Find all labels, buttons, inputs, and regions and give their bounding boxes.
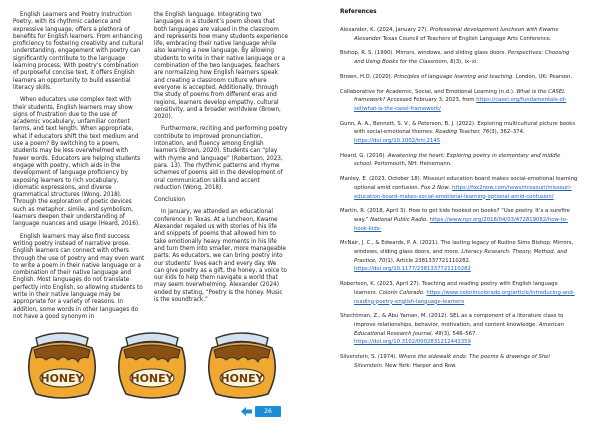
- reference-text: Martin, R. (2018, April 3). How to get kids hooked on books? “Use poetry. It’s a surefire way.”: [340, 208, 571, 223]
- previous-page-arrow-icon[interactable]: [240, 406, 253, 417]
- reference-text: Brown, H.D. (2020).: [340, 73, 394, 80]
- reference-entry: [340, 88, 580, 114]
- reference-entry: [340, 73, 580, 82]
- honey-label: HONEY: [220, 372, 264, 385]
- reference-source-title: National Public Radio: [370, 216, 427, 223]
- page-number-26[interactable]: 26: [255, 406, 281, 417]
- reference-text: (3), 546–567.: [441, 330, 478, 337]
- reference-text: Manley, E. (2023, October 18). Missouri education board makes social-emotional learning optional amid confusion.: [340, 176, 578, 191]
- reference-text: .: [423, 289, 427, 296]
- reference-entry: [340, 353, 580, 370]
- reference-text: Alexander, K. (2024, January 27).: [340, 27, 430, 33]
- honey-label: HONEY: [40, 372, 84, 385]
- reference-text: McNair, J. C., & Edwards, P. A. (2021). The lasting legacy of Rudine Sims Bishop: Mirrors, windows, sliding glass doors, and more.: [340, 240, 574, 256]
- reference-text: (3), 362–374.: [489, 129, 525, 136]
- honey-pot-image: [112, 322, 192, 402]
- reference-link[interactable]: https://casel.org/fundamentals-of-sel/what-is-the-casel-framework/: [354, 97, 567, 112]
- reference-source-title: Colorín Colorado: [378, 289, 424, 296]
- reference-entry: [340, 239, 580, 274]
- reference-source-title: Fox 2 Now: [421, 184, 449, 191]
- paragraph: In January, we attended an educational conference in Texas. At a luncheon, Kwame Alexander regaled us with stories of his life and snippets of poems that allowed him to take emotionally heavy moments in his life and turn them into smaller, more manageable parts. As educators, we can bring poetry into our students’ lives each and every day. We can give poetry as a gift, the honey, a voice to our kids to help them navigate a world that may seem overwhelming. Alexander (2024) ended by stating, “Poetry is the honey. Music is the soundtrack.”: [154, 209, 287, 303]
- reference-source-title: Professional development luncheon with Kwame Alexander: [354, 27, 559, 42]
- reference-entry: [340, 175, 580, 201]
- reference-text: Gunn, A. A., Bennett, S. V., & Peterson, B. J. (2022). Exploring multicultural picture books with social-emotional themes.: [340, 120, 576, 136]
- paragraph: English learners may also find success writing poetry instead of narrative prose. English learners can connect with others through the use of poetry and may even want to write a poem in their native language or a combination of their native language and English. Most languages do not translate perfectly into English, so allowing students to write in their native language may be appropriate for a variety of reasons. In addition, some words in other languages do not have a good synonym in: [13, 233, 145, 320]
- reference-text: Texas Council of Teachers of English Language Arts Conference.: [380, 35, 552, 42]
- reference-link[interactable]: https://doi.org/10.1002/trtr.2145: [354, 138, 441, 145]
- reference-text: Shechtman, Z., & Abu Yaman, M. (2012). SEL as a component of a literature class to improve relationships, behavior, motivation, and content knowledge.: [340, 313, 564, 328]
- reference-text: (3), ix–xi.: [453, 59, 479, 66]
- paragraph: When educators use complex text with their students, English learners may show signs of frustration due to the use of academic vocabulary, unfamiliar content terms, and text length. When appropriate, what if educators shift the text medium and use a poem? By switching to a poem, students may be less overwhelmed with fewer words. Educators are helping students engage with poetry, which aids in the development of language proficiency by exposing learners to rich vocabulary, idiomatic expressions, and diverse grammatical structures (Wong, 2018). Through the exploration of poetic devices such as metaphor, simile, and symbolism, learners deepen their understanding of language nuances and usage (Heard, 2016).: [13, 97, 141, 228]
- reference-link[interactable]: https://www.colorincolorado.org/article/introducing-and-reading-poetry-english-language-learners: [354, 289, 575, 305]
- reference-source-title: What is the CASEL framework?: [354, 88, 566, 104]
- paragraph: the English language. Integrating two languages in a student’s poem shows that both languages are valued in the classroom and represents how many students experience life, embracing their native language while also learning a new language. By allowing students to write in their native language or a combination of the two languages, teachers are normalizing how English learners speak and creating a classroom culture where everyone is accepted. Additionally, through the study of poems from different eras and regions, learners develop empathy, cultural sensitivity, and a broader worldview (Brown, 2020).: [154, 12, 288, 121]
- section-heading-conclusion: Conclusion: [154, 197, 185, 204]
- reference-source-title: Awakening the heart: Exploring poetry in elementary and middle school: [354, 152, 561, 168]
- reference-source-title: Where the sidewalk ends: The poems & drawings of Shel Silverstein: [354, 354, 550, 369]
- reference-text: . London, UK: Pearson.: [512, 73, 573, 80]
- reference-entry: [340, 312, 580, 347]
- article-column-2: [154, 12, 288, 309]
- reference-entry: [340, 152, 580, 169]
- article-column-1: [13, 12, 145, 326]
- references-heading: References: [340, 9, 377, 15]
- reference-entry: [340, 207, 580, 233]
- reference-link[interactable]: https://doi.org/10.3102/0002831212441359: [354, 339, 471, 346]
- reference-text: Bishop, R. S. (1990). Mirrors, windows, and sliding glass doors.: [340, 50, 508, 57]
- reference-source-title: Literacy Research: Theory, Method, and Practice, 70: [354, 249, 567, 264]
- reference-text: Collaborative for Academic, Social, and Emotional Learning (n.d.).: [340, 88, 517, 95]
- reference-text: .: [448, 184, 453, 191]
- reference-list: [340, 26, 580, 377]
- reference-link[interactable]: https://doi.org/10.1177/2381337721110282: [354, 266, 471, 273]
- reference-text: Robertson, K. (2023, April 27). Teaching and reading poetry with English language learners.: [340, 281, 558, 296]
- reference-source-title: Principles of language learning and teaching: [394, 73, 513, 80]
- reference-text: .: [426, 216, 430, 223]
- reference-text: (1), Article 2381337721110282.: [385, 257, 471, 264]
- reference-text: Heard, G. (2016).: [340, 152, 388, 159]
- reference-text: Accessed February 3, 2023, from: [385, 97, 477, 104]
- reference-entry: [340, 120, 580, 146]
- reference-entry: [340, 26, 580, 43]
- reference-source-title: American Educational Research Journal, 49: [354, 321, 565, 337]
- reference-text: . New York: Harper and Row.: [381, 362, 457, 369]
- honey-pot-illustrations: [22, 322, 282, 402]
- reference-link[interactable]: https://fox2now.com/news/missouri/missouri-education-board-makes-social-emotional-learning-optional-amid-confusion/: [354, 184, 572, 200]
- paragraph: English Learners and Poetry Instruction Poetry, with its rhythmic cadence and expressive language, offers a plethora of benefits for English learners. From enhancing proficiency to fostering creativity and cultural understanding, engagement with poetry can significantly contribute to the language learning process. With poetry’s combination of purposeful concise text, it offers English learners an opportunity to build essential literacy skills.: [13, 12, 144, 91]
- honey-pot-image: [22, 322, 102, 402]
- reference-text: Silverstein, S. (1974).: [340, 354, 399, 361]
- honey-pot-image: [202, 322, 282, 402]
- reference-entry: [340, 49, 580, 66]
- reference-source-title: Reading Teacher, 76: [435, 129, 490, 136]
- reference-entry: [340, 280, 580, 306]
- paragraph: Furthermore, reciting and performing poetry contribute to improved pronunciation, intonation, and fluency among English learners (Brown, 2020). Students can “play with rhyme and language” (Robertson, 2023, para. 13). The rhythmic patterns and rhyme schemes of poems aid in the development of oral communication skills and accent reduction (Wong, 2018).: [154, 126, 288, 191]
- reference-link[interactable]: https://www.npr.org/2018/04/03/472819082/how-to-hook-kids-: [354, 216, 569, 232]
- reference-text: . Portsmouth, NH: Heinemann.: [370, 161, 452, 168]
- honey-label: HONEY: [130, 372, 174, 385]
- reference-source-title: Perspectives: Choosing and Using Books for the Classroom, 6: [354, 50, 570, 66]
